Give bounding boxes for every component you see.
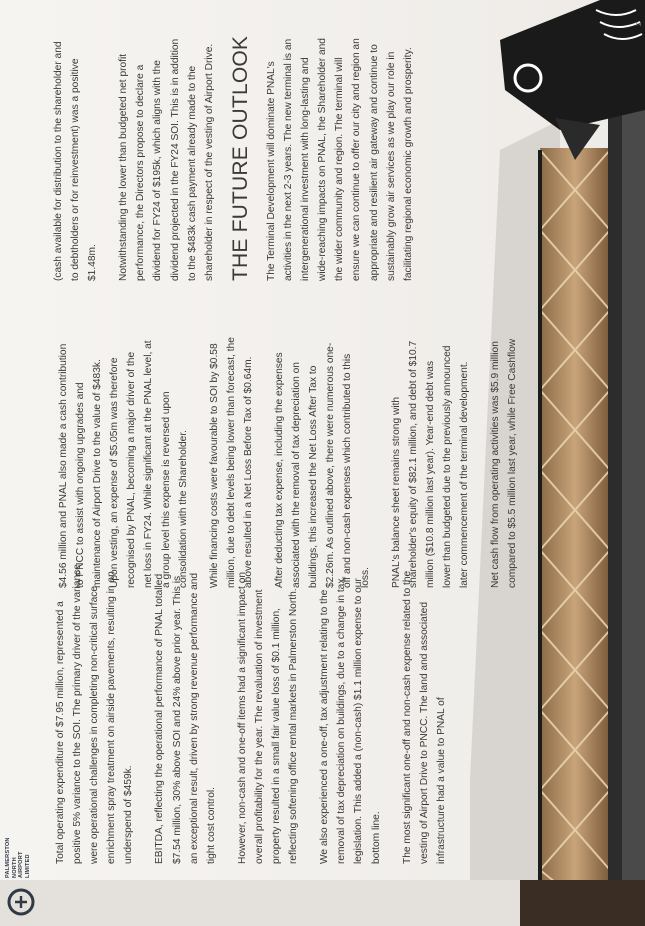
section-heading: THE FUTURE OUTLOOK [228,35,252,281]
paragraph: (cash available for distribution to the shareholder and to debtholders or for reinvestment) was a positive $1.48m. [53,41,99,281]
paragraph: EBITDA, reflecting the operational performance of PNAL totalled $7.54 million, 30% above SOI and 24% above prior year. This is an exceptional result, driven by strong revenue performance and tight cost control. [154,572,217,864]
paragraph: The Terminal Development will dominate PNAL's activities in the next 2-3 years. The new terminal is an intergenerational investment with long-lasting and wide-reaching impacts on PNAL, the Shareholder and the wider community and region. The terminal will ensure we can continue to offer our city and region an appropriate and resilient air gateway and continue to sustainably grow air services as we play our role in facilitating regional economic growth and prosperity. [265,38,414,281]
paragraph: After deducting tax expense, including the expenses associated with the removal of tax depreciation on buildings, this increased the Net Loss After Tax to $2.26m. As outlined above, there were numerous one-off and non-cash expenses which contributed to this loss. [274,342,371,588]
logo-line1: PALMERSTON NORTH [5,837,18,878]
paragraph: Net cash flow from operating activities was $5.9 million compared to $5.5 million last year, while Free Cashflow [490,338,519,588]
column-1 [52,564,464,864]
paragraph: PNAL's balance sheet remains strong with shareholder's equity of $82.1 million, and debt of $10.7 million ($10.8 million last year). Year-end debt was lower than budgeted due to the previously announced later commencement of the terminal development. [390,340,470,588]
column-3 [50,31,431,281]
paragraph: However, non-cash and one-off items had a significant impact on overall profitability for the year. The revaluation of investment property resulted in a small fair value loss of $0.1 million, reflecting softening office rental markets in Palmerston North. [236,571,300,864]
logo-line2: AIRPORT LIMITED [18,851,31,878]
paragraph: While financing costs were favourable to SOI by $0.58 million, due to debt levels being lower than forecast, the above resulted in a Net Loss Before Tax of $0.64m. [208,337,254,588]
airport-logo-icon [7,888,35,916]
page-number: 2 [636,22,643,26]
logo-text [5,837,31,878]
paragraph: Total operating expenditure of $7.95 million, represented a positive 5% variance to the SOI. The primary driver of the variance were operational challenges in completing non-critical surface enrichment spray treatment on airside pavements, resulting in an underspend of $459k. [55,564,135,864]
paragraph: $4.56 million and PNAL also made a cash contribution to PNCC to assist with ongoing upgrades and maintenance of Airport Drive to the value of $483k. Upon vesting, an expense of $5.05m was therefore recognised by PNAL, becoming a major driver of the net loss in FY24. While significant at the PNAL level, at a group level this expense is reversed upon consolidation with the Shareholder. [58,340,189,588]
paragraph: Notwithstanding the lower than budgeted net profit performance, the Directors propose to declare a dividend for FY24 of $195k, which aligns with the dividend projected in the FY24 SOI. This is in addition to the $483k cash payment already made to the shareholder in respect of the vesting of Airport Drive. [118,38,215,281]
column-2 [55,336,535,588]
paragraph: The most significant one-off and non-cash expense related to the vesting of Airport Drive to PNCC. The land and associated infrastructure had a value to PNAL of [401,570,447,864]
company-logo [5,837,35,916]
paragraph: We also experienced a one-off, tax adjustment relating to the removal of tax depreciation on buildings, due to a change in tax legislation. This added a (non-cash) $1.1 million expense to our bottom line. [319,578,382,864]
